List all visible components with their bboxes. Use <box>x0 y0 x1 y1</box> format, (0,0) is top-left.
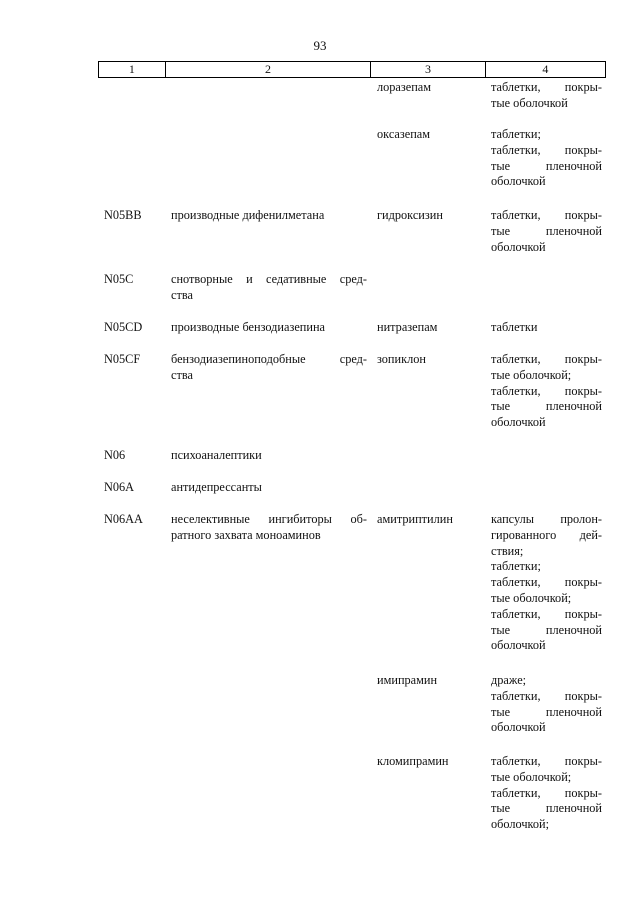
dosage-form-line: таблетки, покры- <box>491 80 602 94</box>
group-line: производные дифенилметана <box>171 208 325 222</box>
pharmacological-group <box>171 320 367 336</box>
page-number: 93 <box>313 38 327 53</box>
group-line: ства <box>171 287 193 302</box>
dosage-form <box>491 80 602 112</box>
group-line: ства <box>171 367 193 382</box>
pharmacological-group <box>171 272 367 304</box>
drug-name: гидроксизин <box>377 208 443 222</box>
dosage-form-line: таблетки, покры- <box>491 383 602 398</box>
drug-name: оксазепам <box>377 127 431 141</box>
dosage-form-line: таблетки, покры- <box>491 754 602 768</box>
drug-name: лоразепам <box>377 80 432 94</box>
atc-code: N06AA <box>104 512 143 526</box>
group-line: производные бензодиазепина <box>171 320 325 334</box>
atc-code: N05CD <box>104 320 143 334</box>
dosage-form-line: оболочкой <box>491 638 546 653</box>
atc-code: N05CF <box>104 352 141 366</box>
dosage-form <box>491 208 602 255</box>
pharmacological-group <box>171 480 367 496</box>
dosage-form-line: таблетки, покры- <box>491 208 602 222</box>
dosage-form-line: таблетки; <box>491 559 541 574</box>
column-header-1: 1 <box>99 62 166 78</box>
dosage-form <box>491 512 602 654</box>
dosage-form-line: таблетки; <box>491 127 541 141</box>
pharmacological-group <box>171 352 367 384</box>
dosage-form-line: тые пленочной <box>491 223 602 238</box>
group-line: неселективные ингибиторы об- <box>171 512 367 526</box>
dosage-form <box>491 127 602 190</box>
drug-name: амитриптилин <box>377 512 453 526</box>
dosage-form-line: таблетки, покры- <box>491 142 602 157</box>
dosage-form <box>491 754 602 833</box>
column-header-2: 2 <box>165 62 371 78</box>
dosage-form-line: ствия; <box>491 543 524 558</box>
dosage-form-line: тые оболочкой; <box>491 590 572 605</box>
dosage-form-line: тые оболочкой <box>491 95 568 110</box>
dosage-form <box>491 673 602 736</box>
dosage-form-line: тые пленочной <box>491 158 602 173</box>
dosage-form-line: оболочкой <box>491 174 546 189</box>
group-line: психоаналептики <box>171 448 262 462</box>
dosage-form-line: оболочкой <box>491 720 546 735</box>
dosage-form-line: оболочкой <box>491 239 546 254</box>
atc-code: N06A <box>104 480 135 494</box>
dosage-form-line: капсулы пролон- <box>491 512 602 526</box>
dosage-form-line: гированного дей- <box>491 527 602 542</box>
atc-code: N05BB <box>104 208 142 222</box>
group-line: ратного захвата моноаминов <box>171 527 321 542</box>
dosage-form-line: таблетки, покры- <box>491 575 602 590</box>
pharmacological-group <box>171 208 367 224</box>
dosage-form-line: тые пленочной <box>491 704 602 719</box>
dosage-form <box>491 320 602 336</box>
column-header-row <box>98 61 606 78</box>
dosage-form-line: таблетки, покры- <box>491 785 602 800</box>
drug-name: кломипрамин <box>377 754 449 768</box>
dosage-form-line: оболочкой <box>491 415 546 430</box>
dosage-form-line: тые пленочной <box>491 801 602 816</box>
column-header-3: 3 <box>371 62 485 78</box>
drug-name: зопиклон <box>377 352 426 366</box>
group-line: антидепрессанты <box>171 480 262 494</box>
dosage-form-line: таблетки, покры- <box>491 688 602 703</box>
drug-name: имипрамин <box>377 673 438 687</box>
dosage-form-line: драже; <box>491 673 527 687</box>
dosage-form-line: таблетки, покры- <box>491 352 602 366</box>
dosage-form-line: таблетки, покры- <box>491 606 602 621</box>
dosage-form-line: тые пленочной <box>491 399 602 414</box>
dosage-form-line: таблетки <box>491 320 538 334</box>
dosage-form-line: тые оболочкой; <box>491 769 572 784</box>
pharmacological-group <box>171 512 367 544</box>
dosage-form <box>491 352 602 431</box>
pharmacological-group <box>171 448 367 464</box>
dosage-form-line: оболочкой; <box>491 817 550 832</box>
drug-name: нитразепам <box>377 320 438 334</box>
atc-code: N06 <box>104 448 126 462</box>
group-line: бензодиазепиноподобные сред- <box>171 352 367 366</box>
group-line: снотворные и седативные сред- <box>171 272 367 286</box>
atc-code: N05C <box>104 272 134 286</box>
column-header-4: 4 <box>485 62 605 78</box>
dosage-form-line: тые пленочной <box>491 622 602 637</box>
dosage-form-line: тые оболочкой; <box>491 367 572 382</box>
